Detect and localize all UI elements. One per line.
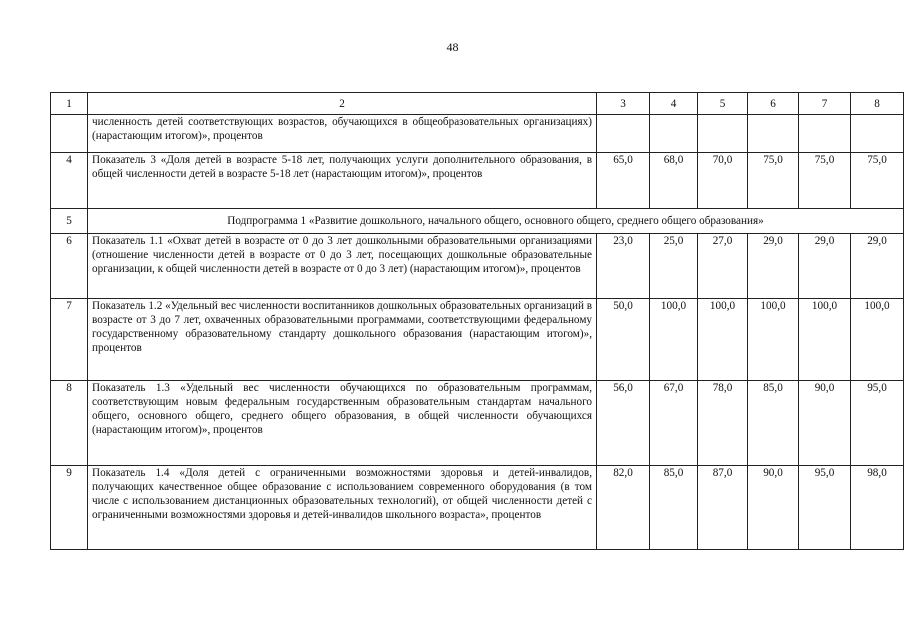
- value-cell: [851, 115, 904, 153]
- subprogram-title: Подпрограмма 1 «Развитие дошкольного, начального общего, основного общего, среднего общего образования»: [88, 209, 904, 234]
- value-cell: [799, 115, 851, 153]
- table-row: [51, 153, 904, 209]
- value-cell: 100,0: [851, 299, 904, 381]
- indicator-description: численность детей соответствующих возрастов, обучающихся в общеобразовательных организациях) (нарастающим итогом)», процентов: [88, 115, 597, 153]
- row-number: 4: [51, 153, 88, 209]
- value-cell: [748, 115, 799, 153]
- value-cell: 65,0: [597, 153, 650, 209]
- value-cell: 70,0: [698, 153, 748, 209]
- page-number: 48: [446, 40, 459, 54]
- indicator-description: Показатель 1.2 «Удельный вес численности воспитанников дошкольных образовательных организаций в возрасте от 3 до 7 лет, охваченных образовательными программами, соответствующими федеральному государственному образовательному стандарту дошкольного образования (нарастающим итогом)», процентов: [88, 299, 597, 381]
- value-cell: 25,0: [650, 234, 698, 299]
- table-row: [51, 234, 904, 299]
- value-cell: 23,0: [597, 234, 650, 299]
- header-cell: 6: [748, 93, 799, 115]
- row-number: 8: [51, 381, 88, 466]
- header-cell: 8: [851, 93, 904, 115]
- value-cell: 90,0: [799, 381, 851, 466]
- value-cell: 67,0: [650, 381, 698, 466]
- header-cell: 3: [597, 93, 650, 115]
- table-row: [51, 466, 904, 550]
- value-cell: [698, 115, 748, 153]
- indicator-description: Показатель 1.4 «Доля детей с ограниченными возможностями здоровья и детей-инвалидов, получающих качественное общее образование с использованием современного оборудования (в том числе с использованием дистанционных образовательных технологий), от общей численности детей с ограниченными возможностями здоровья и детей-инвалидов школьного возраста», процентов: [88, 466, 597, 550]
- value-cell: 29,0: [748, 234, 799, 299]
- header-cell: 4: [650, 93, 698, 115]
- table-header-row: [51, 93, 904, 115]
- value-cell: 100,0: [799, 299, 851, 381]
- value-cell: 85,0: [650, 466, 698, 550]
- value-cell: 56,0: [597, 381, 650, 466]
- table-row: [51, 381, 904, 466]
- value-cell: 95,0: [851, 381, 904, 466]
- value-cell: 100,0: [698, 299, 748, 381]
- indicator-description: Показатель 1.1 «Охват детей в возрасте от 0 до 3 лет дошкольными образовательными организациями (отношение численности детей в возрасте от 0 до 3 лет, посещающих дошкольные образовательные организации, к общей численности детей в возрасте от 0 до 3 лет) (нарастающим итогом)», процентов: [88, 234, 597, 299]
- subprogram-row: [51, 209, 904, 234]
- header-cell: 7: [799, 93, 851, 115]
- value-cell: 100,0: [650, 299, 698, 381]
- indicators-table: [50, 92, 904, 550]
- value-cell: 95,0: [799, 466, 851, 550]
- value-cell: 75,0: [748, 153, 799, 209]
- value-cell: 82,0: [597, 466, 650, 550]
- table-row-continuation: [51, 115, 904, 153]
- value-cell: 90,0: [748, 466, 799, 550]
- row-number: 9: [51, 466, 88, 550]
- row-number: [51, 115, 88, 153]
- table-row: [51, 299, 904, 381]
- row-number: 6: [51, 234, 88, 299]
- value-cell: [650, 115, 698, 153]
- value-cell: 87,0: [698, 466, 748, 550]
- header-cell: 5: [698, 93, 748, 115]
- row-number: 7: [51, 299, 88, 381]
- value-cell: 75,0: [799, 153, 851, 209]
- value-cell: 50,0: [597, 299, 650, 381]
- row-number: 5: [51, 209, 88, 234]
- value-cell: 98,0: [851, 466, 904, 550]
- header-cell: 1: [51, 93, 88, 115]
- indicator-description: Показатель 3 «Доля детей в возрасте 5-18 лет, получающих услуги дополнительного образования, в общей численности детей в возрасте 5-18 лет (нарастающим итогом)», процентов: [88, 153, 597, 209]
- value-cell: 29,0: [851, 234, 904, 299]
- value-cell: [597, 115, 650, 153]
- value-cell: 29,0: [799, 234, 851, 299]
- value-cell: 85,0: [748, 381, 799, 466]
- value-cell: 75,0: [851, 153, 904, 209]
- value-cell: 68,0: [650, 153, 698, 209]
- indicator-description: Показатель 1.3 «Удельный вес численности обучающихся по образовательным программам, соответствующим новым федеральным государственным образовательным стандартам начального общего, основного общего, среднего общего образования, в общей численности обучающихся (нарастающим итогом)», процентов: [88, 381, 597, 466]
- value-cell: 78,0: [698, 381, 748, 466]
- header-cell: 2: [88, 93, 597, 115]
- value-cell: 27,0: [698, 234, 748, 299]
- value-cell: 100,0: [748, 299, 799, 381]
